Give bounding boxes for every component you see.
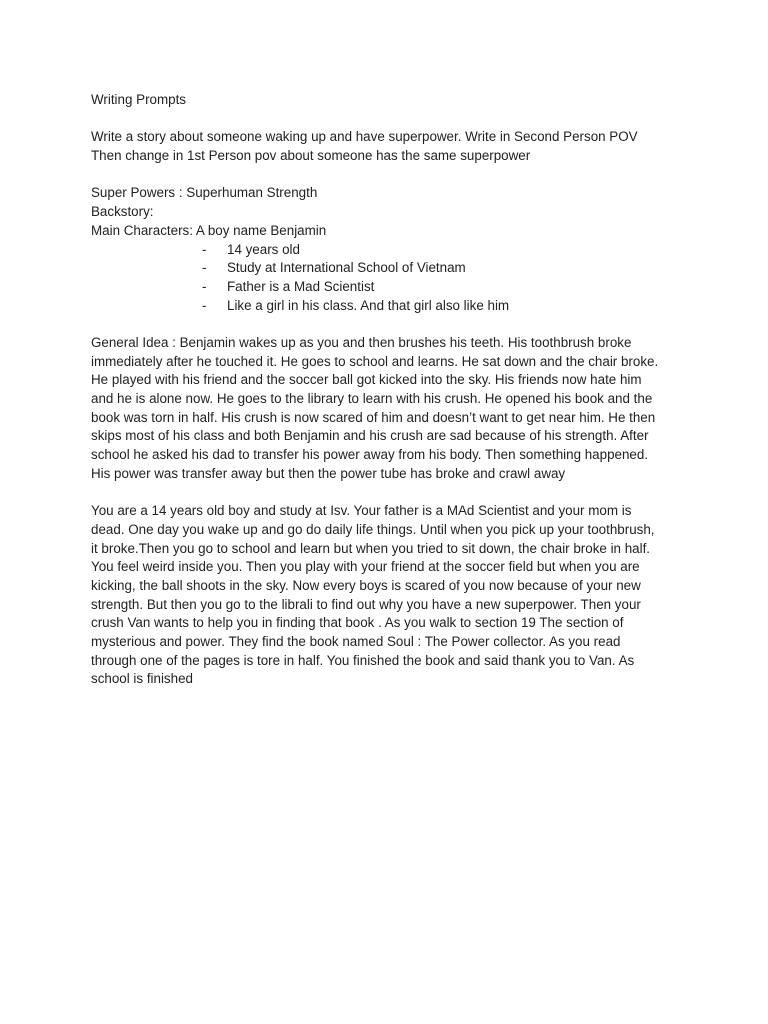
paragraph-line: He played with his friend and the soccer ball got kicked into the sky. His friends now hate him xyxy=(91,372,642,388)
paragraph-line: crush Van wants to help you in finding that book . As you walk to section 19 The section of xyxy=(91,615,624,631)
spacer xyxy=(91,166,691,185)
paragraph-line: mysterious and power. They find the book named Soul : The Power collector. As you read xyxy=(91,633,621,649)
paragraph-line: book was torn in half. His crush is now scared of him and doesn’t want to get near him. He then xyxy=(91,409,656,425)
list-item-text: Father is a Mad Scientist xyxy=(227,278,375,294)
list-item xyxy=(91,278,691,297)
paragraph-line: kicking, the ball shoots in the sky. Now every boys is scared of you now because of your new xyxy=(91,577,641,593)
paragraph-line: immediately after he touched it. He goes to school and learns. He sat down and the chair broke. xyxy=(91,353,659,369)
paragraph-line: school is finished xyxy=(91,671,193,687)
story-paragraph xyxy=(91,502,691,689)
character-section xyxy=(91,184,691,315)
paragraph-line: school he asked his dad to transfer his power away from his body. Then something happened. xyxy=(91,447,649,463)
paragraph-line: General Idea : Benjamin wakes up as you and then brushes his teeth. His toothbrush broke xyxy=(91,334,632,350)
list-marker: - xyxy=(202,260,207,276)
super-powers-line: Super Powers : Superhuman Strength xyxy=(91,185,318,201)
spacer xyxy=(91,315,691,334)
general-idea-paragraph xyxy=(91,334,691,484)
paragraph-line: You feel weird inside you. Then you play with your friend at the soccer field but when you are xyxy=(91,559,640,575)
paragraph-line: You are a 14 years old boy and study at Isv. Your father is a MAd Scientist and your mom is xyxy=(91,503,632,519)
list-item xyxy=(91,297,691,316)
backstory-line: Backstory: xyxy=(91,204,154,220)
document-title: Writing Prompts xyxy=(91,92,186,107)
list-marker: - xyxy=(202,241,207,257)
list-marker: - xyxy=(202,278,207,294)
paragraph-line: it broke.Then you go to school and learn but when you tried to sit down, the chair broke in half. xyxy=(91,540,651,556)
paragraph-line: His power was transfer away but then the power tube has broke and crawl away xyxy=(91,465,566,481)
paragraph-line: skips most of his class and both Benjamin and his crush are sad because of his strength. After xyxy=(91,428,649,444)
document-page xyxy=(91,91,691,689)
list-item-text: 14 years old xyxy=(227,241,300,257)
list-item-text: Like a girl in his class. And that girl also like him xyxy=(227,297,510,313)
prompt-line: Then change in 1st Person pov about someone has the same superpower xyxy=(91,148,531,164)
paragraph-line: dead. One day you wake up and go do daily life things. Until when you pick up your toothbrush, xyxy=(91,521,655,537)
spacer xyxy=(91,110,691,129)
paragraph-line: and he is alone now. He goes to the library to learn with his crush. He opened his book and the xyxy=(91,391,653,406)
spacer xyxy=(91,483,691,502)
main-characters-line: Main Characters: A boy name Benjamin xyxy=(91,222,327,238)
prompt-paragraph xyxy=(91,128,691,165)
list-marker: - xyxy=(202,297,207,313)
prompt-line: Write a story about someone waking up and have superpower. Write in Second Person POV xyxy=(91,129,638,145)
list-item xyxy=(91,259,691,278)
paragraph-line: strength. But then you go to the librali to find out why you have a new superpower. Then your xyxy=(91,596,641,612)
list-item xyxy=(91,241,691,260)
paragraph-line: through one of the pages is tore in half. You finished the book and said thank you to Van. As xyxy=(91,652,635,668)
list-item-text: Study at International School of Vietnam xyxy=(227,260,466,276)
